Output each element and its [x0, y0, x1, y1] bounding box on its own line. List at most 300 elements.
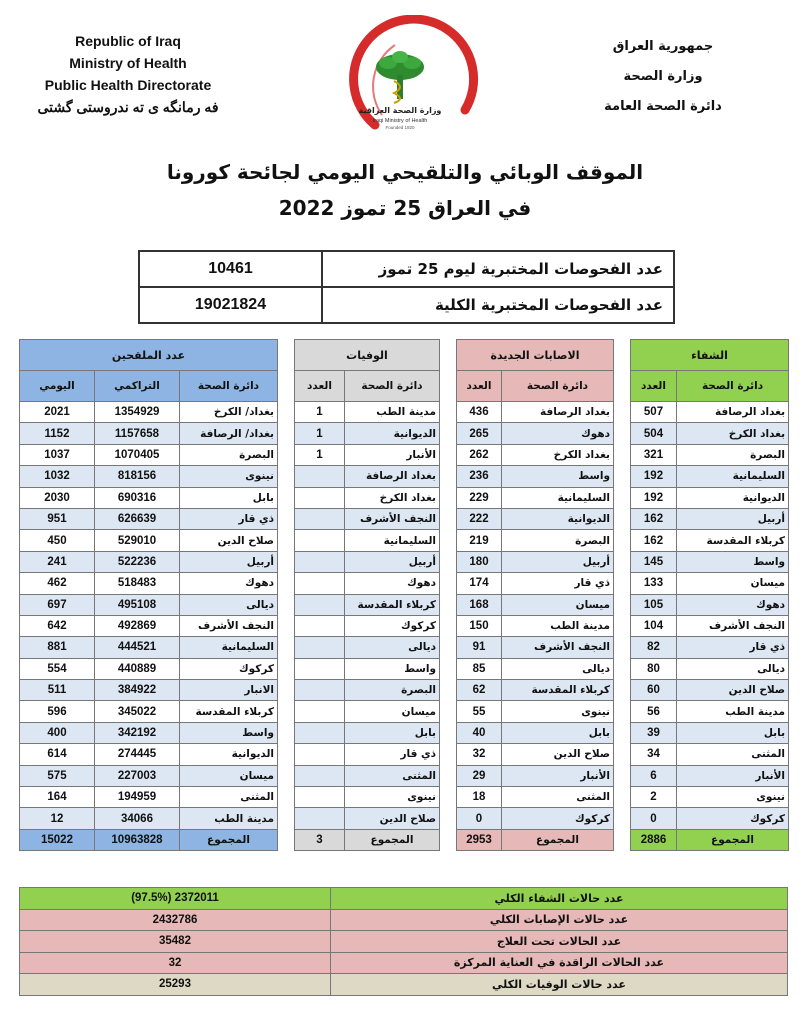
new-cases-directorate: كربلاء المقدسة: [502, 680, 614, 701]
table-row: [20, 637, 789, 658]
deaths-directorate: ذي قار: [345, 744, 440, 765]
lab-tests-total-label: عدد الفحوصات المختبرية الكلية: [322, 287, 674, 323]
column-gap: [278, 744, 295, 765]
recovery-count: 60: [631, 680, 677, 701]
column-gap: [614, 722, 631, 743]
recovery-directorate: كركوك: [677, 808, 789, 829]
table-row: [20, 701, 789, 722]
summary-value-under-treatment: 35482: [20, 931, 331, 953]
summary-row: [20, 974, 788, 996]
deaths-count: [295, 722, 345, 743]
vaccinated-directorate: أربيل: [180, 551, 278, 572]
table-row: [20, 722, 789, 743]
vaccinated-daily: 164: [20, 787, 95, 808]
ministry-logo: [330, 15, 480, 145]
recovery-count: 192: [631, 487, 677, 508]
deaths-count: 1: [295, 402, 345, 423]
column-gap: [614, 787, 631, 808]
column-gap: [440, 787, 457, 808]
header-left-line-2: Ministry of Health: [69, 55, 187, 71]
column-gap: [278, 658, 295, 679]
column-gap: [440, 658, 457, 679]
vaccinated-daily: 2021: [20, 402, 95, 423]
vaccinated-cumulative: 194959: [95, 787, 180, 808]
recovery-directorate: مدينة الطب: [677, 701, 789, 722]
column-gap: [614, 444, 631, 465]
col-header-count: العدد: [295, 371, 345, 402]
column-gap: [278, 829, 295, 850]
vaccinated-daily: 1032: [20, 466, 95, 487]
new-cases-count: 265: [457, 423, 502, 444]
column-gap: [440, 722, 457, 743]
column-gap: [614, 551, 631, 572]
table-row: [20, 487, 789, 508]
new-cases-count: 236: [457, 466, 502, 487]
new-cases-count: 0: [457, 808, 502, 829]
column-gap: [614, 808, 631, 829]
column-gap: [440, 765, 457, 786]
deaths-directorate: السليمانية: [345, 530, 440, 551]
column-gap: [278, 722, 295, 743]
new-cases-directorate: ذي قار: [502, 573, 614, 594]
recovery-count: 507: [631, 402, 677, 423]
column-gap: [278, 787, 295, 808]
vaccinated-directorate: ديالى: [180, 594, 278, 615]
column-gap: [278, 573, 295, 594]
column-gap: [440, 508, 457, 529]
col-header-count: العدد: [457, 371, 502, 402]
column-gap: [614, 829, 631, 850]
recovery-directorate: ديالى: [677, 658, 789, 679]
table-row: [20, 658, 789, 679]
column-gap: [614, 594, 631, 615]
column-gap: [278, 551, 295, 572]
deaths-directorate: كركوك: [345, 615, 440, 636]
vaccinated-cumulative: 444521: [95, 637, 180, 658]
column-gap: [278, 402, 295, 423]
column-gap: [440, 808, 457, 829]
deaths-count: [295, 658, 345, 679]
recovery-directorate: الأنبار: [677, 765, 789, 786]
vaccinated-cumulative: 384922: [95, 680, 180, 701]
table-row: [20, 744, 789, 765]
column-gap: [614, 371, 631, 402]
deaths-count: [295, 680, 345, 701]
deaths-count: [295, 573, 345, 594]
deaths-directorate: الأنبار: [345, 444, 440, 465]
table-row: [20, 508, 789, 529]
section-vaccinated-header: عدد الملقحين: [20, 340, 278, 371]
summary-label-total-recovered: عدد حالات الشفاء الكلي: [331, 888, 788, 910]
column-gap: [278, 487, 295, 508]
deaths-directorate: واسط: [345, 658, 440, 679]
new-cases-count: 262: [457, 444, 502, 465]
column-gap: [614, 680, 631, 701]
vaccinated-directorate: ميسان: [180, 765, 278, 786]
column-gap: [614, 466, 631, 487]
col-header-directorate: دائرة الصحة: [180, 371, 278, 402]
vaccinated-daily: 511: [20, 680, 95, 701]
new-cases-count: 222: [457, 508, 502, 529]
recovery-directorate: البصرة: [677, 444, 789, 465]
recovery-total-label: المجموع: [677, 829, 789, 850]
vaccinated-daily: 951: [20, 508, 95, 529]
summary-label-total-deaths: عدد حالات الوفيات الكلي: [331, 974, 788, 996]
deaths-directorate: النجف الأشرف: [345, 508, 440, 529]
column-gap: [278, 765, 295, 786]
vaccinated-directorate: بغداد/ الرصافة: [180, 423, 278, 444]
column-gap: [278, 371, 295, 402]
summary-row: [20, 888, 788, 910]
deaths-total-label: المجموع: [345, 829, 440, 850]
vaccinated-daily: 400: [20, 722, 95, 743]
new-cases-total-value: 2953: [457, 829, 502, 850]
deaths-directorate: كربلاء المقدسة: [345, 594, 440, 615]
recovery-directorate: صلاح الدين: [677, 680, 789, 701]
col-header-directorate: دائرة الصحة: [677, 371, 789, 402]
recovery-directorate: المثنى: [677, 744, 789, 765]
vaccinated-cumulative: 34066: [95, 808, 180, 829]
column-gap: [440, 340, 457, 371]
vaccinated-directorate: السليمانية: [180, 637, 278, 658]
vaccinated-daily: 575: [20, 765, 95, 786]
recovery-count: 145: [631, 551, 677, 572]
recovery-count: 82: [631, 637, 677, 658]
new-cases-count: 229: [457, 487, 502, 508]
column-gap: [440, 573, 457, 594]
vaccinated-daily: 12: [20, 808, 95, 829]
recovery-count: 56: [631, 701, 677, 722]
column-gap: [614, 530, 631, 551]
column-gap: [614, 573, 631, 594]
vaccinated-directorate: دهوك: [180, 573, 278, 594]
recovery-directorate: النجف الأشرف: [677, 615, 789, 636]
deaths-directorate: بابل: [345, 722, 440, 743]
new-cases-count: 85: [457, 658, 502, 679]
vaccinated-daily: 554: [20, 658, 95, 679]
table-row: [20, 402, 789, 423]
new-cases-directorate: أربيل: [502, 551, 614, 572]
recovery-directorate: بغداد الكرخ: [677, 423, 789, 444]
col-header-daily: اليومي: [20, 371, 95, 402]
vaccinated-daily: 642: [20, 615, 95, 636]
new-cases-count: 29: [457, 765, 502, 786]
table-row: [20, 466, 789, 487]
summary-value-total-deaths: 25293: [20, 974, 331, 996]
recovery-count: 192: [631, 466, 677, 487]
vaccinated-directorate: صلاح الدين: [180, 530, 278, 551]
new-cases-count: 62: [457, 680, 502, 701]
deaths-count: [295, 701, 345, 722]
table-row: [20, 423, 789, 444]
recovery-count: 0: [631, 808, 677, 829]
column-gap: [278, 466, 295, 487]
summary-table: [19, 887, 788, 996]
summary-row: [20, 931, 788, 953]
deaths-count: [295, 808, 345, 829]
vaccinated-daily: 241: [20, 551, 95, 572]
summary-label-total-cases: عدد حالات الإصابات الكلي: [331, 909, 788, 931]
new-cases-count: 150: [457, 615, 502, 636]
column-gap: [278, 423, 295, 444]
column-gap: [278, 508, 295, 529]
vaccinated-cumulative: 1070405: [95, 444, 180, 465]
vaccinated-daily: 596: [20, 701, 95, 722]
table-row: [20, 787, 789, 808]
recovery-count: 504: [631, 423, 677, 444]
vaccinated-directorate: النجف الأشرف: [180, 615, 278, 636]
lab-tests-daily-label: عدد الفحوصات المختبرية ليوم 25 تموز: [322, 251, 674, 287]
vaccinated-daily: 881: [20, 637, 95, 658]
vaccinated-cumulative: 227003: [95, 765, 180, 786]
deaths-directorate: صلاح الدين: [345, 808, 440, 829]
new-cases-directorate: نينوى: [502, 701, 614, 722]
deaths-count: [295, 637, 345, 658]
section-recovery-header: الشفاء: [631, 340, 789, 371]
recovery-count: 162: [631, 508, 677, 529]
deaths-directorate: دهوك: [345, 573, 440, 594]
new-cases-directorate: النجف الأشرف: [502, 637, 614, 658]
col-header-directorate: دائرة الصحة: [502, 371, 614, 402]
summary-value-icu: 32: [20, 952, 331, 974]
column-gap: [614, 658, 631, 679]
new-cases-directorate: ميسان: [502, 594, 614, 615]
column-gap: [614, 340, 631, 371]
summary-label-under-treatment: عدد الحالات تحت العلاج: [331, 931, 788, 953]
recovery-count: 39: [631, 722, 677, 743]
col-header-count: العدد: [631, 371, 677, 402]
deaths-count: [295, 787, 345, 808]
header-left-line-3: Public Health Directorate: [44, 77, 212, 93]
header-right-line-3: دائرة الصحة العامة: [604, 99, 722, 114]
column-gap: [278, 530, 295, 551]
vaccinated-cumulative: 440889: [95, 658, 180, 679]
col-header-cumulative: التراكمي: [95, 371, 180, 402]
page-subtitle-date: في العراق 25 تموز 2022: [278, 196, 532, 220]
header-right-line-1: جمهورية العراق: [612, 39, 714, 54]
header-right-line-2: وزارة الصحة: [623, 69, 703, 84]
new-cases-directorate: مدينة الطب: [502, 615, 614, 636]
column-gap: [614, 615, 631, 636]
column-gap: [278, 637, 295, 658]
statistics-table: [19, 339, 789, 851]
vaccinated-cumulative: 342192: [95, 722, 180, 743]
new-cases-directorate: واسط: [502, 466, 614, 487]
vaccinated-directorate: واسط: [180, 722, 278, 743]
recovery-count: 6: [631, 765, 677, 786]
recovery-count: 104: [631, 615, 677, 636]
column-gap: [614, 487, 631, 508]
column-gap: [440, 680, 457, 701]
logo-founded: Founded 1920: [385, 125, 415, 130]
deaths-directorate: ديالى: [345, 637, 440, 658]
column-gap: [614, 402, 631, 423]
column-gap: [440, 444, 457, 465]
deaths-count: 1: [295, 444, 345, 465]
recovery-directorate: ميسان: [677, 573, 789, 594]
column-gap: [440, 371, 457, 402]
new-cases-count: 40: [457, 722, 502, 743]
recovery-directorate: دهوك: [677, 594, 789, 615]
column-gap: [440, 615, 457, 636]
column-gap: [614, 423, 631, 444]
vaccinated-cumulative: 492869: [95, 615, 180, 636]
column-gap: [440, 829, 457, 850]
column-gap: [278, 444, 295, 465]
deaths-directorate: أربيل: [345, 551, 440, 572]
vaccinated-cumulative: 495108: [95, 594, 180, 615]
deaths-count: [295, 765, 345, 786]
column-gap: [278, 808, 295, 829]
recovery-directorate: أربيل: [677, 508, 789, 529]
header-left-line-4: فه رمانگه ى ته ندروستى گشتى: [37, 99, 219, 115]
vaccinated-cumulative: 1157658: [95, 423, 180, 444]
vaccinated-daily: 614: [20, 744, 95, 765]
table-row: [20, 530, 789, 551]
new-cases-directorate: بغداد الرصافة: [502, 402, 614, 423]
section-header-row: [20, 340, 789, 371]
deaths-count: [295, 594, 345, 615]
vaccinated-cumulative: 818156: [95, 466, 180, 487]
new-cases-count: 18: [457, 787, 502, 808]
column-gap: [614, 637, 631, 658]
column-gap: [440, 701, 457, 722]
lab-tests-daily-value: 10461: [139, 251, 322, 287]
vaccinated-directorate: ذي قار: [180, 508, 278, 529]
recovery-directorate: الديوانية: [677, 487, 789, 508]
new-cases-count: 219: [457, 530, 502, 551]
table-row: [20, 444, 789, 465]
recovery-count: 321: [631, 444, 677, 465]
summary-row: [20, 952, 788, 974]
vaccinated-cumulative: 518483: [95, 573, 180, 594]
vaccinated-directorate: الديوانية: [180, 744, 278, 765]
table-row: [20, 680, 789, 701]
column-gap: [440, 744, 457, 765]
deaths-count: [295, 508, 345, 529]
logo-text-ar: وزارة الصحة العراقية: [358, 106, 442, 115]
new-cases-directorate: كركوك: [502, 808, 614, 829]
column-gap: [278, 615, 295, 636]
new-cases-directorate: بابل: [502, 722, 614, 743]
column-gap: [440, 637, 457, 658]
vaccinated-total-cumulative: 10963828: [95, 829, 180, 850]
new-cases-directorate: البصرة: [502, 530, 614, 551]
recovery-directorate: كربلاء المقدسة: [677, 530, 789, 551]
vaccinated-directorate: كربلاء المقدسة: [180, 701, 278, 722]
new-cases-directorate: ديالى: [502, 658, 614, 679]
new-cases-directorate: الأنبار: [502, 765, 614, 786]
header-right-block: [568, 32, 758, 122]
new-cases-count: 436: [457, 402, 502, 423]
vaccinated-cumulative: 1354929: [95, 402, 180, 423]
new-cases-directorate: بغداد الكرخ: [502, 444, 614, 465]
column-gap: [278, 680, 295, 701]
deaths-directorate: مدينة الطب: [345, 402, 440, 423]
table-row: [20, 551, 789, 572]
lab-tests-row-total: [139, 287, 674, 323]
column-gap: [440, 402, 457, 423]
summary-value-total-cases: 2432786: [20, 909, 331, 931]
column-gap: [278, 340, 295, 371]
deaths-count: [295, 615, 345, 636]
vaccinated-total-daily: 15022: [20, 829, 95, 850]
recovery-count: 133: [631, 573, 677, 594]
recovery-directorate: نينوى: [677, 787, 789, 808]
recovery-total-value: 2886: [631, 829, 677, 850]
col-header-directorate: دائرة الصحة: [345, 371, 440, 402]
column-gap: [440, 530, 457, 551]
new-cases-count: 180: [457, 551, 502, 572]
lab-tests-row-daily: [139, 251, 674, 287]
vaccinated-cumulative: 690316: [95, 487, 180, 508]
table-row: [20, 594, 789, 615]
new-cases-directorate: السليمانية: [502, 487, 614, 508]
column-gap: [614, 701, 631, 722]
deaths-count: 1: [295, 423, 345, 444]
column-gap: [440, 423, 457, 444]
recovery-directorate: السليمانية: [677, 466, 789, 487]
vaccinated-directorate: مدينة الطب: [180, 808, 278, 829]
deaths-directorate: بغداد الكرخ: [345, 487, 440, 508]
deaths-total-value: 3: [295, 829, 345, 850]
column-gap: [440, 594, 457, 615]
deaths-directorate: المثنى: [345, 765, 440, 786]
recovery-directorate: واسط: [677, 551, 789, 572]
vaccinated-daily: 2030: [20, 487, 95, 508]
vaccinated-directorate: نينوى: [180, 466, 278, 487]
column-gap: [278, 701, 295, 722]
vaccinated-cumulative: 345022: [95, 701, 180, 722]
deaths-directorate: نينوى: [345, 787, 440, 808]
vaccinated-cumulative: 626639: [95, 508, 180, 529]
recovery-directorate: بابل: [677, 722, 789, 743]
new-cases-directorate: الديوانية: [502, 508, 614, 529]
vaccinated-directorate: بغداد/ الكرخ: [180, 402, 278, 423]
deaths-count: [295, 551, 345, 572]
lab-tests-total-value: 19021824: [139, 287, 322, 323]
deaths-count: [295, 744, 345, 765]
recovery-count: 80: [631, 658, 677, 679]
deaths-directorate: البصرة: [345, 680, 440, 701]
deaths-directorate: ميسان: [345, 701, 440, 722]
column-header-row: [20, 371, 789, 402]
new-cases-total-label: المجموع: [502, 829, 614, 850]
table-row: [20, 808, 789, 829]
column-gap: [440, 466, 457, 487]
table-row: [20, 765, 789, 786]
new-cases-directorate: المثنى: [502, 787, 614, 808]
page-title: الموقف الوبائي والتلقيحي اليومي لجائحة كورونا: [166, 160, 644, 184]
recovery-count: 105: [631, 594, 677, 615]
recovery-count: 34: [631, 744, 677, 765]
header-left-block: [28, 30, 228, 118]
totals-row: [20, 829, 789, 850]
vaccinated-daily: 697: [20, 594, 95, 615]
table-row: [20, 573, 789, 594]
new-cases-count: 168: [457, 594, 502, 615]
logo-text-en: Iraqi Ministry of Health: [372, 118, 428, 124]
vaccinated-directorate: كركوك: [180, 658, 278, 679]
vaccinated-daily: 1037: [20, 444, 95, 465]
vaccinated-directorate: الانبار: [180, 680, 278, 701]
new-cases-count: 55: [457, 701, 502, 722]
vaccinated-daily: 450: [20, 530, 95, 551]
new-cases-count: 91: [457, 637, 502, 658]
column-gap: [440, 551, 457, 572]
column-gap: [614, 765, 631, 786]
summary-label-icu: عدد الحالات الراقدة في العناية المركزة: [331, 952, 788, 974]
